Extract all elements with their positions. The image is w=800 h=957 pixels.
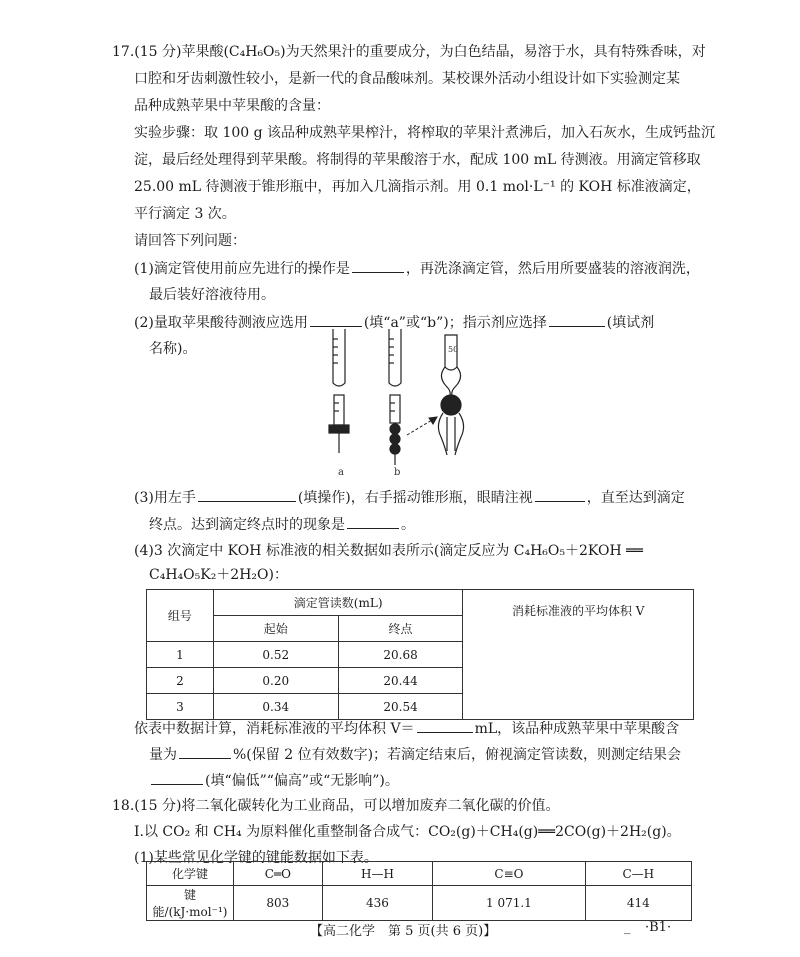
bond-name: C≡O (433, 862, 585, 886)
q17-part1-text-b: ，再洗涤滴定管，然后用所要盛装的溶液润洗， (405, 261, 700, 277)
q17-part4-line2: C₄H₄O₅K₂＋2H₂O)： (149, 567, 288, 583)
table-header-group: 组号 (147, 590, 214, 642)
q17-part1-text-a: (1)滴定管使用前应先进行的操作是 (134, 261, 350, 277)
answer-blank-8[interactable] (179, 744, 231, 759)
q17-part3-text-a: (3)用左手 (134, 490, 196, 506)
answer-blank-4[interactable] (198, 487, 296, 502)
bond-energy-table (146, 861, 692, 921)
q17-part2-text-c: (填试剂 (606, 315, 655, 331)
q17-part4-line1: (4)3 次滴定中 KOH 标准液的相关数据如表所示(滴定反应为 C₄H₆O₅＋2KOH ══ (134, 543, 643, 559)
q17-part2-text-a: (2)量取苹果酸待测液应选用 (134, 315, 308, 331)
q17-steps-line2: 淀，最后经处理得到苹果酸。将制得的苹果酸溶于水，配成 100 mL 待测液。用滴定管移取 (134, 152, 701, 168)
answer-blank-9[interactable] (151, 770, 203, 785)
answer-blank-6[interactable] (347, 514, 399, 529)
q17-prompt: 请回答下列问题： (134, 233, 246, 249)
table-cell-start: 0.34 (213, 694, 338, 720)
q17-part3-line2 (149, 514, 415, 535)
q17-part1-line2: 最后装好溶液待用。 (149, 287, 275, 303)
table-header-average: 消耗标准液的平均体积 V (463, 590, 694, 720)
bond-energy-label: 键能/(kJ·mol⁻¹) (147, 886, 234, 921)
table-cell-id: 3 (147, 694, 214, 720)
table-cell-end: 20.54 (338, 694, 463, 720)
arrow-icon (407, 417, 437, 435)
q17-part3-text-c: ，直至达到滴定 (586, 490, 685, 506)
burette-b-label: b (394, 467, 401, 478)
answer-blank-1[interactable] (352, 258, 404, 273)
q17-part3-text-b: (填操作)，右手摇动锥形瓶，眼睛注视 (297, 490, 533, 506)
q17-calc-line2 (149, 744, 681, 765)
q17-intro-line3: 品种成熟苹果中苹果酸的含量： (134, 98, 330, 114)
table-header-start: 起始 (213, 616, 338, 642)
table-cell-end: 20.68 (338, 642, 463, 668)
q17-part1-line1 (134, 258, 700, 279)
burette-diagram (325, 325, 505, 485)
q17-part2-line2: 名称)。 (149, 341, 197, 357)
q17-calc-text-e: (填“偏低”“偏高”或“无影响”)。 (205, 773, 399, 789)
titration-data-table (146, 589, 694, 720)
q17-part2-text-b: (填“a”或“b”)；指示剂应选择 (363, 315, 547, 331)
bond-energy-value: 1 071.1 (433, 886, 585, 921)
answer-blank-7[interactable] (417, 718, 473, 733)
q17-part3-text-d: 终点。达到滴定终点时的现象是 (149, 517, 345, 533)
q17-calc-text-d: %(保留 2 位有效数字)；若滴定结束后，俯视滴定管读数，则测定结果会 (233, 747, 682, 763)
footer-page-info: 【高二化学 第 5 页(共 6 页)】 (310, 924, 497, 939)
table-cell-id: 1 (147, 642, 214, 668)
answer-blank-5[interactable] (535, 487, 585, 502)
burette-a-label: a (338, 467, 344, 478)
bond-name: C═O (234, 862, 323, 886)
answer-blank-3[interactable] (549, 312, 605, 327)
q18-part1: Ⅰ.以 CO₂ 和 CH₄ 为原料催化重整制备合成气：CO₂(g)＋CH₄(g)══2CO(g)＋2H₂(g)。 (134, 824, 681, 840)
q17-calc-text-b: mL，该品种成熟苹果中苹果酸含 (474, 721, 680, 737)
q17-calc-text-c: 量为 (149, 747, 177, 763)
table-cell-start: 0.20 (213, 668, 338, 694)
q17-calc-line3 (149, 770, 399, 791)
bond-table-header: 化学键 (147, 862, 234, 886)
burette-figure (325, 325, 505, 485)
q17-calc-text-a: 依表中数据计算，消耗标准液的平均体积 V＝ (134, 721, 415, 737)
table-header-end: 终点 (338, 616, 463, 642)
bond-energy-value: 414 (585, 886, 691, 921)
q17-steps-line1: 实验步骤：取 100 g 该品种成熟苹果榨汁，将榨取的苹果汁煮沸后，加入石灰水，生成钙盐沉 (134, 125, 716, 141)
q17-intro-line1: 17.(15 分)苹果酸(C₄H₆O₅)为天然果汁的重要成分，为白色结晶，易溶于水，具有特殊香味，对 (112, 44, 706, 60)
q17-steps-line3: 25.00 mL 待测液于锥形瓶中，再加入几滴指示剂。用 0.1 mol·L⁻¹ 的 KOH 标准液滴定， (134, 179, 701, 195)
q17-steps-line4: 平行滴定 3 次。 (134, 206, 236, 222)
q18-intro: 18.(15 分)将二氧化碳转化为工业商品，可以增加废弃二氧化碳的价值。 (112, 798, 560, 814)
q17-part3-line1 (134, 487, 685, 508)
table-header-reading: 滴定管读数(mL) (213, 590, 463, 616)
table-cell-end: 20.44 (338, 668, 463, 694)
q18-p1: (1)某些常见化学键的键能数据如下表。 (134, 850, 378, 866)
table-cell-start: 0.52 (213, 642, 338, 668)
burette-b-icon (389, 329, 401, 465)
footer-dash: _ (624, 920, 631, 935)
bond-name: C—H (585, 862, 691, 886)
scale-mark-label: 50 (448, 345, 459, 354)
q17-calc-line1 (134, 718, 679, 739)
burette-a-icon (329, 329, 349, 453)
bond-name: H—H (322, 862, 433, 886)
bond-energy-value: 436 (322, 886, 433, 921)
footer-code: ·B1· (645, 920, 672, 935)
q17-intro-line2: 口腔和牙齿刺激性较小，是新一代的食品酸味剂。某校课外活动小组设计如下实验测定某 (134, 71, 680, 87)
bond-energy-value: 803 (234, 886, 323, 921)
q17-part3-text-e: 。 (401, 517, 415, 533)
table-cell-id: 2 (147, 668, 214, 694)
